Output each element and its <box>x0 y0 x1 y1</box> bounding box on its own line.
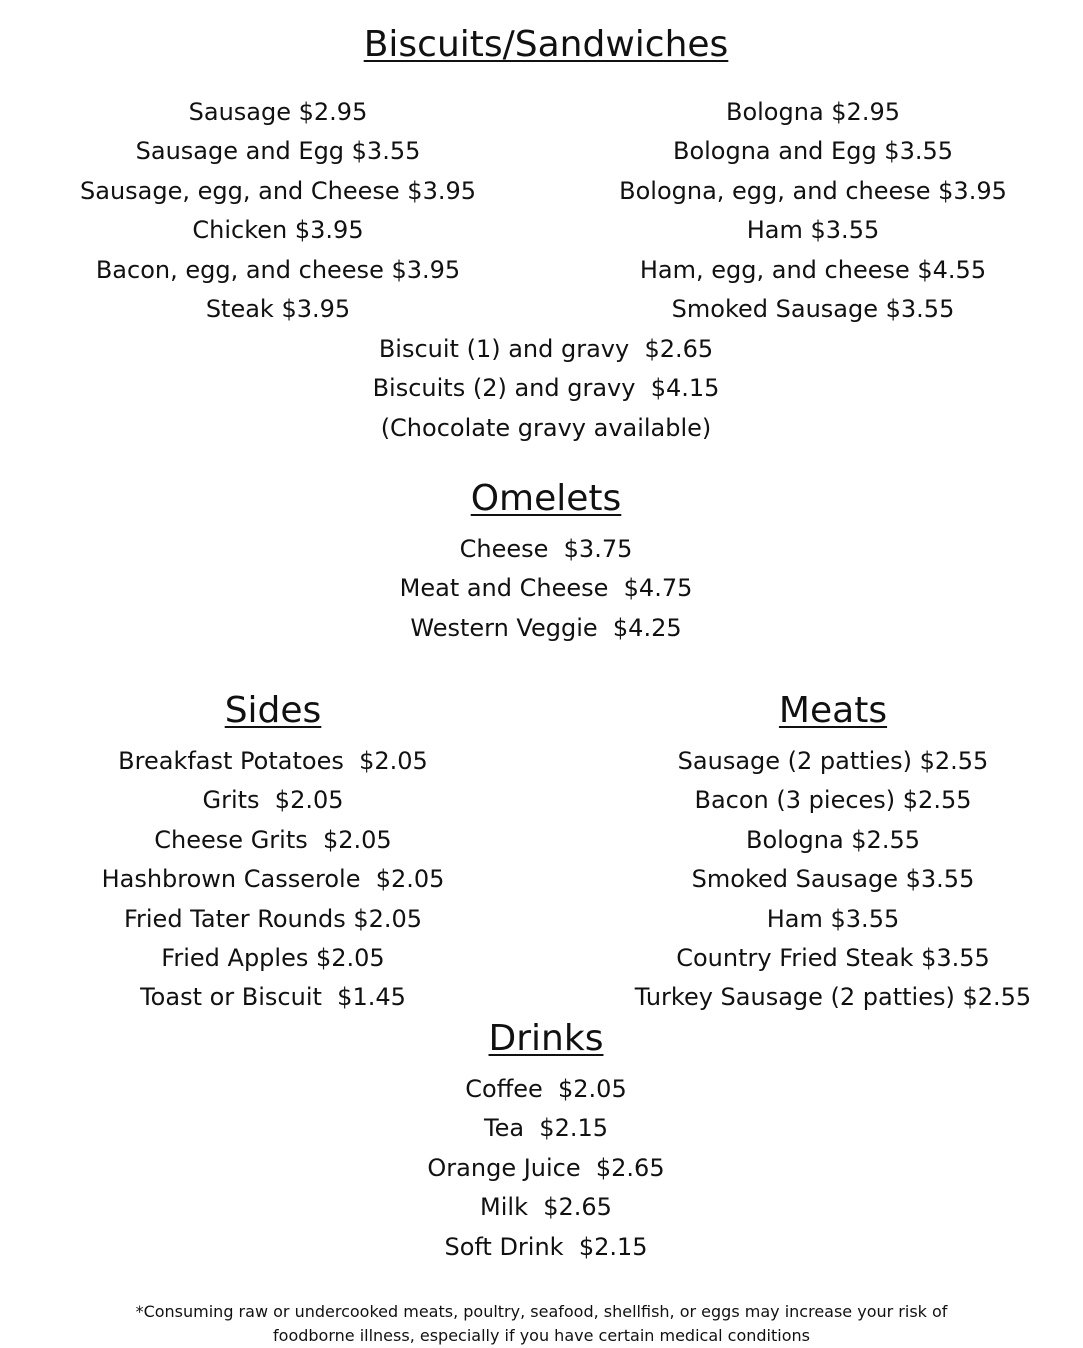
menu-item: Soft Drink $2.15 <box>444 1232 648 1261</box>
menu-item: Hashbrown Casserole $2.05 <box>101 865 445 894</box>
sides-heading: Sides <box>224 690 322 731</box>
menu-item: Turkey Sausage (2 patties) $2.55 <box>634 983 1032 1012</box>
menu-item: Meat and Cheese $4.75 <box>399 574 693 603</box>
menu-item: Orange Juice $2.65 <box>427 1153 665 1182</box>
disclaimer-line: foodborne illness, especially if you have certain medical conditions <box>273 1326 810 1345</box>
menu-item: Smoked Sausage $3.55 <box>671 294 955 323</box>
omelets-heading: Omelets <box>470 478 622 519</box>
health-disclaimer <box>0 1300 1083 1348</box>
meats-list <box>635 742 1031 1018</box>
menu-item: Breakfast Potatoes $2.05 <box>118 747 428 775</box>
menu-item: Bacon (3 pieces) $2.55 <box>694 786 972 815</box>
menu-item: Sausage (2 patties) $2.55 <box>677 747 989 775</box>
meats-heading: Meats <box>778 690 888 731</box>
menu-note: (Chocolate gravy available) <box>380 413 712 442</box>
menu-item: Smoked Sausage $3.55 <box>691 865 975 894</box>
menu-item: Cheese Grits $2.05 <box>154 825 392 854</box>
menu-item: Fried Tater Rounds $2.05 <box>123 904 423 933</box>
drinks-heading: Drinks <box>488 1018 604 1059</box>
menu-item: Ham $3.55 <box>766 904 900 933</box>
drinks-list <box>427 1070 664 1267</box>
menu-item: Bacon, egg, and cheese $3.95 <box>95 255 461 284</box>
menu-item: Bologna, egg, and cheese $3.95 <box>619 176 1007 205</box>
menu-item: Coffee $2.05 <box>465 1075 627 1103</box>
menu-item: Sausage $2.95 <box>188 98 368 126</box>
menu-item: Tea $2.15 <box>483 1114 609 1143</box>
biscuits-center-list <box>373 330 720 448</box>
biscuits-heading: Biscuits/Sandwiches <box>363 24 729 65</box>
menu-item: Milk $2.65 <box>480 1193 612 1222</box>
menu-item: Sausage and Egg $3.55 <box>135 137 421 166</box>
menu-item: Country Fried Steak $3.55 <box>676 943 990 972</box>
menu-item: Sausage, egg, and Cheese $3.95 <box>80 176 476 205</box>
menu-item: Ham $3.55 <box>746 216 880 245</box>
menu-item: Chicken $3.95 <box>192 216 364 245</box>
menu-item: Western Veggie $4.25 <box>410 613 682 642</box>
biscuits-left-list <box>80 93 476 329</box>
sides-list <box>102 742 445 1018</box>
menu-item: Ham, egg, and cheese $4.55 <box>639 255 987 284</box>
menu-item: Cheese $3.75 <box>459 535 633 563</box>
menu-item: Toast or Biscuit $1.45 <box>140 983 406 1012</box>
menu-item: Steak $3.95 <box>205 294 351 323</box>
biscuits-right-list <box>619 93 1007 329</box>
omelets-list <box>400 530 693 648</box>
menu-item: Bologna and Egg $3.55 <box>672 137 954 166</box>
disclaimer-line: *Consuming raw or undercooked meats, poultry, seafood, shellfish, or eggs may increase your risk of <box>135 1302 948 1321</box>
menu-item: Grits $2.05 <box>202 786 344 815</box>
menu-item: Biscuits (2) and gravy $4.15 <box>372 374 720 403</box>
menu-item: Biscuit (1) and gravy $2.65 <box>378 335 714 363</box>
menu-item: Bologna $2.95 <box>725 98 900 126</box>
menu-item: Bologna $2.55 <box>745 825 920 854</box>
menu-item: Fried Apples $2.05 <box>161 943 385 972</box>
